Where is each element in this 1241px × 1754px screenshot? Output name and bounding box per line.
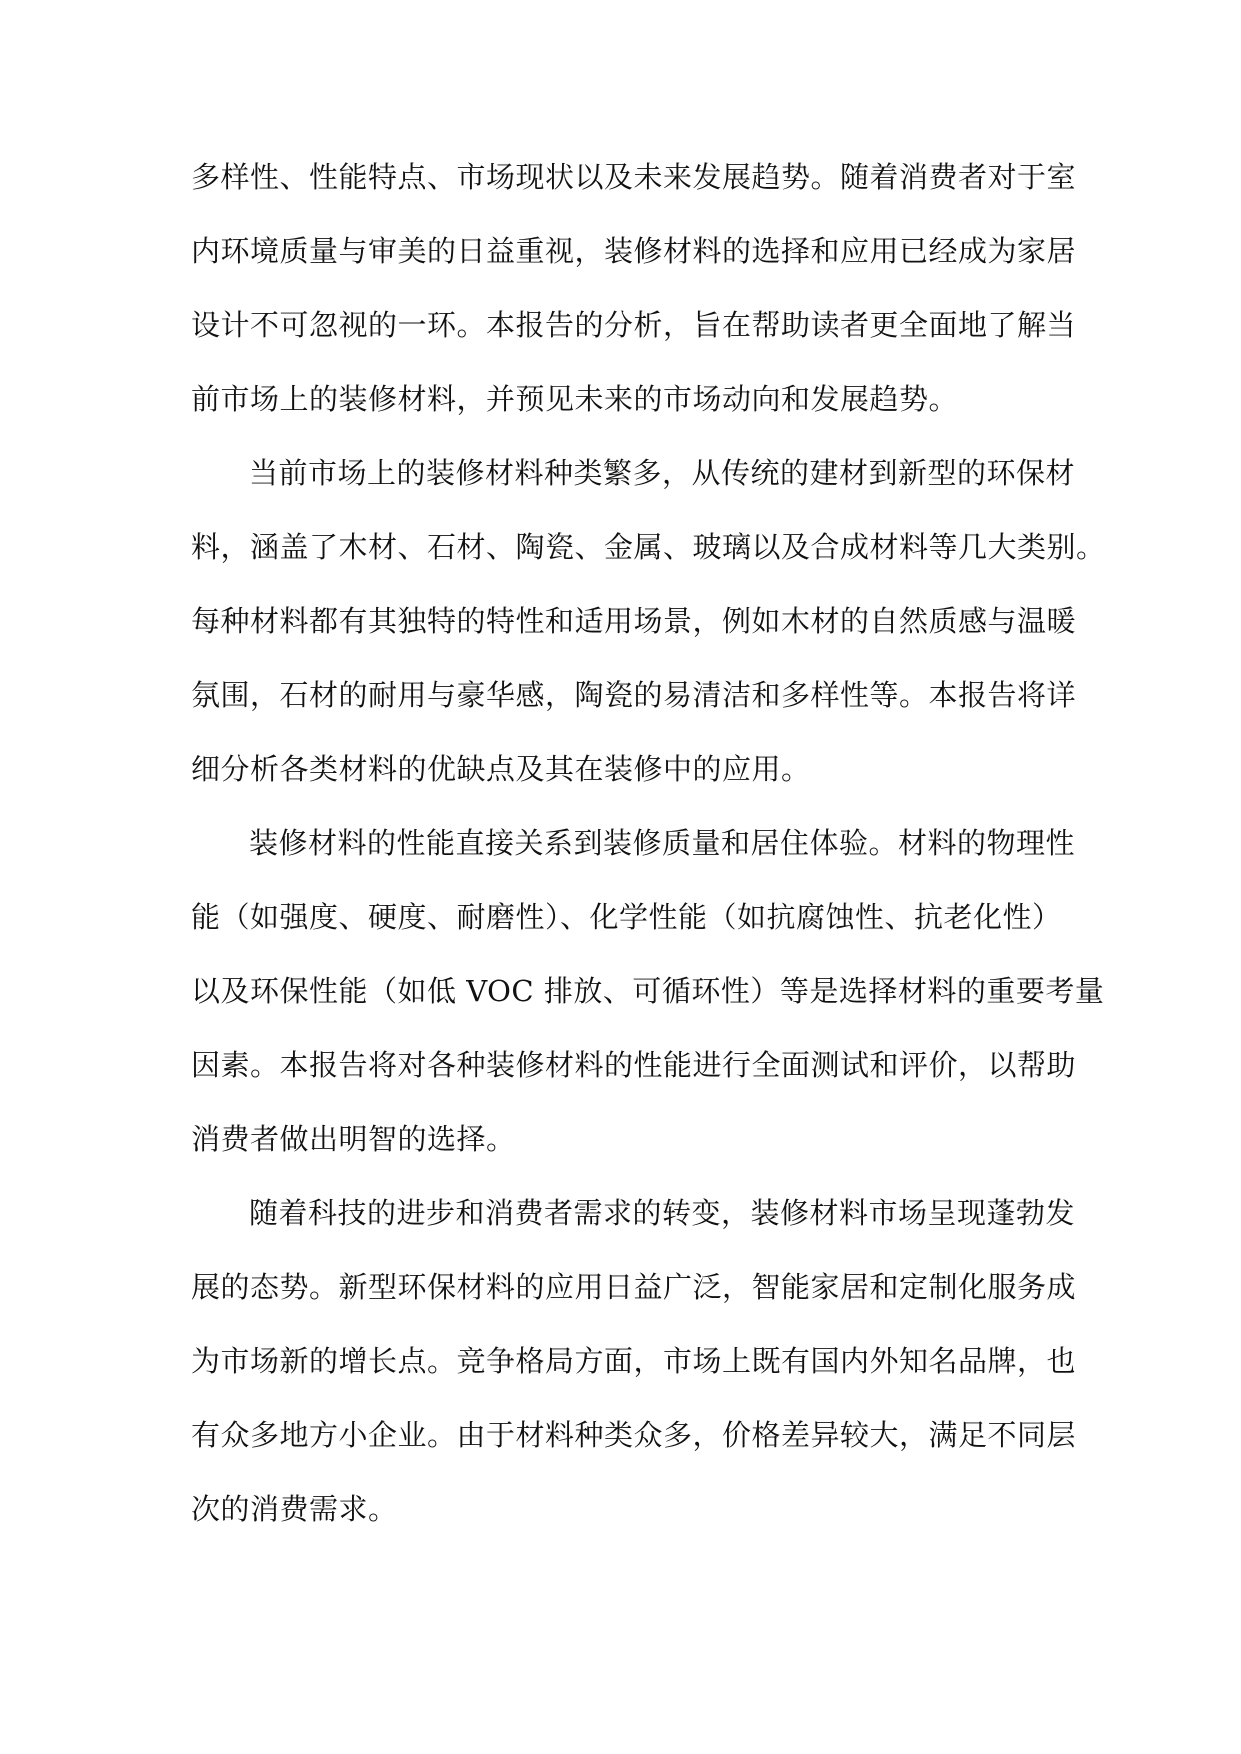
text-line: 料，涵盖了木材、石材、陶瓷、金属、玻璃以及合成材料等几大类别。	[191, 530, 1106, 564]
text-line: 氛围，石材的耐用与豪华感，陶瓷的易清洁和多样性等。本报告将详	[191, 678, 1077, 712]
text-line: 随着科技的进步和消费者需求的转变，装修材料市场呈现蓬勃发	[249, 1196, 1076, 1230]
text-line: 当前市场上的装修材料种类繁多，从传统的建材到新型的环保材	[249, 456, 1076, 490]
text-line: 能（如强度、硬度、耐磨性）、化学性能（如抗腐蚀性、抗老化性）	[191, 900, 1062, 934]
paragraph-3	[191, 806, 1105, 1176]
text-line: 装修材料的性能直接关系到装修质量和居住体验。材料的物理性	[249, 826, 1076, 860]
text-line: 展的态势。新型环保材料的应用日益广泛，智能家居和定制化服务成	[191, 1270, 1077, 1304]
text-line: 以及环保性能（如低 VOC 排放、可循环性）等是选择材料的重要考量	[191, 974, 1105, 1008]
text-line: 细分析各类材料的优缺点及其在装修中的应用。	[191, 752, 811, 786]
text-line: 多样性、性能特点、市场现状以及未来发展趋势。随着消费者对于室	[191, 160, 1077, 194]
text-line: 设计不可忽视的一环。本报告的分析，旨在帮助读者更全面地了解当	[191, 308, 1077, 342]
text-line: 因素。本报告将对各种装修材料的性能进行全面测试和评价，以帮助	[191, 1048, 1077, 1082]
text-line: 前市场上的装修材料，并预见未来的市场动向和发展趋势。	[191, 382, 959, 416]
paragraph-1	[191, 140, 1077, 436]
text-line: 每种材料都有其独特的特性和适用场景，例如木材的自然质感与温暖	[191, 604, 1077, 638]
paragraph-4	[191, 1176, 1077, 1546]
document-body	[191, 140, 1106, 1546]
text-line: 次的消费需求。	[191, 1492, 398, 1526]
text-line: 有众多地方小企业。由于材料种类众多，价格差异较大，满足不同层	[191, 1418, 1077, 1452]
text-line: 内环境质量与审美的日益重视，装修材料的选择和应用已经成为家居	[191, 234, 1077, 268]
text-line: 消费者做出明智的选择。	[191, 1122, 516, 1156]
text-line: 为市场新的增长点。竞争格局方面，市场上既有国内外知名品牌，也	[191, 1344, 1077, 1378]
paragraph-2	[191, 436, 1106, 806]
